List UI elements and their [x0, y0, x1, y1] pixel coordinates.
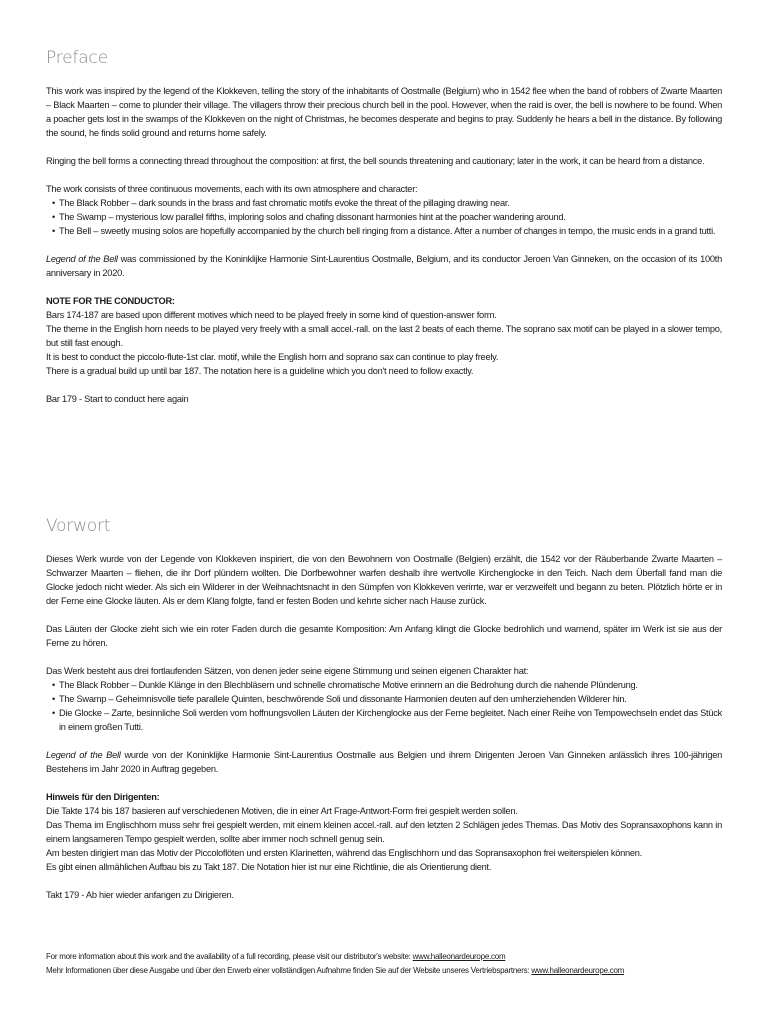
vorwort-paragraph-2: Das Läuten der Glocke zieht sich wie ein roter Faden durch die gesamte Komposition: Am Anfang klingt die Glocke bedrohlich und warnend, später im Werk ist sie aus der Ferne zu hören. [46, 624, 722, 648]
note-line: Die Takte 174 bis 187 basieren auf verschiedenen Motiven, die in einer Art Frage-Antwort-Form frei gespielt werden sollen. [46, 806, 518, 816]
footer-text: For more information about this work and the availability of a full recording, please visit our distributor's website: [46, 952, 413, 961]
note-line: Das Thema im Englischhorn muss sehr frei gespielt werden, mit einem kleinen accel.-rall. auf den letzten 2 Schlägen jedes Themas. Das Motiv des Sopransaxophons kann in einem langsameren Tempo gespielt werden, sollte aber immer noch schnell genug sein. [46, 820, 722, 844]
distributor-link[interactable]: www.halleonardeurope.com [531, 966, 625, 975]
list-item: • Die Glocke – Zarte, besinnliche Soli werden vom hoffnungsvollen Läuten der Kirchenglocke aus der Ferne begleitet. Nach einer Reihe von Tempowechseln endet das Stück in einem großen Tutti. [52, 706, 722, 734]
list-item: • The Swamp – mysterious low parallel fifths, imploring solos and chafing dissonant harmonies hint at the poacher wandering around. [52, 210, 722, 224]
distributor-link[interactable]: www.halleonardeurope.com [412, 952, 506, 961]
preface-note-heading: NOTE FOR THE CONDUCTOR: [46, 296, 175, 306]
commission-text: wurde von der Koninklijke Harmonie Sint-Laurentius Oostmalle aus Belgien und ihrem Dirigenten Jeroen Van Ginneken anlässlich ihres 100-jährigen Bestehens im Jahr 2020 in Auftrag gegeben. [46, 750, 723, 774]
preface-paragraph-2: Ringing the bell forms a connecting thread throughout the composition: at first, the bell sounds threatening and cautionary; later in the work, it can be heard from a distance. [46, 156, 705, 166]
preface-movement-list [46, 196, 722, 238]
note-line: There is a gradual build up until bar 187. The notation here is a guideline which you don't need to follow exactly. [46, 366, 474, 376]
vorwort-title: Vorwort [46, 516, 111, 536]
vorwort-commission [46, 748, 722, 776]
note-line: Am besten dirigiert man das Motiv der Piccoloflöten und ersten Klarinetten, während das Englischhorn und das Sopransaxophon frei weiterspielen können. [46, 848, 642, 858]
work-title: Legend of the Bell [46, 750, 121, 760]
list-item: • The Swamp – Geheimnisvolle tiefe parallele Quinten, beschwörende Soli und dissonante Harmonien deuten auf den umherziehenden Wilderer hin. [52, 692, 722, 706]
vorwort-paragraph-1: Dieses Werk wurde von der Legende von Klokkeven inspiriert, die von den Bewohnern von Oostmalle (Belgien) erzählt, die 1542 vor der Räuberbande Zwarte Maarten – Schwarzer Maarten – fliehen, die ihr Dorf plündern wollten. Die Dorfbewohner warfen deshalb ihre wertvolle Kirchenglocke in den Teich. Nach dem Überfall fand man die Glocke jedoch nicht wieder. Als sich ein Wilderer in der Weihnachtsnacht in den Sümpfen von Klokkeven verirrte, war er verzweifelt und begann zu beten. Plötzlich hörte er in der Ferne eine Glocke läuten. Als er dem Klang folgte, fand er festen Boden und kehrte sicher nach Hause zurück. [46, 554, 722, 606]
preface-paragraph-1: This work was inspired by the legend of the Klokkeven, telling the story of the inhabitants of Oostmalle (Belgium) who in 1542 flee when the band of robbers of Zwarte Maarten – Black Maarten – come to plunder their village. The villagers throw their precious church bell in the pool. However, when the raid is over, the bell is nowhere to be found. When a poacher gets lost in the swamps of the Klokkeven on the night of Christmas, he becomes desperate and begins to pray. Suddenly he hears a bell in the distance. By following the sound, he finds solid ground and returns home safely. [46, 86, 722, 138]
note-line: Bars 174-187 are based upon different motives which need to be played freely in some kind of question-answer form. [46, 310, 497, 320]
vorwort-paragraph-3: Das Werk besteht aus drei fortlaufenden Sätzen, von denen jeder seine eigene Stimmung und seinen eigenen Charakter hat: [46, 666, 529, 676]
commission-text: was commissioned by the Koninklijke Harmonie Sint-Laurentius Oostmalle, Belgium, and its conductor Jeroen Van Ginneken, on the occasion of its 100th anniversary in 2020. [46, 254, 722, 278]
work-title: Legend of the Bell [46, 254, 118, 264]
preface-commission [46, 252, 722, 280]
list-item: • The Black Robber – dark sounds in the brass and fast chromatic motifs evoke the threat of the pillaging drawing near. [52, 196, 722, 210]
note-line: Es gibt einen allmählichen Aufbau bis zu Takt 187. Die Notation hier ist nur eine Richtlinie, die als Orientierung dient. [46, 862, 492, 872]
note-line: The theme in the English horn needs to be played very freely with a small accel.-rall. on the last 2 beats of each theme. The soprano sax motif can be played in a slower tempo, but still fast enough. [46, 324, 722, 348]
footer [46, 950, 722, 978]
footer-line-en [46, 950, 722, 964]
vorwort-bar-note: Takt 179 - Ab hier wieder anfangen zu Dirigieren. [46, 890, 234, 900]
preface-bar-note: Bar 179 - Start to conduct here again [46, 394, 189, 404]
vorwort-note-heading: Hinweis für den Dirigenten: [46, 792, 160, 802]
preface-title: Preface [46, 48, 108, 68]
list-item: • The Black Robber – Dunkle Klänge in den Blechbläsern und schnelle chromatische Motive erinnern an die Bedrohung durch die nahende Plünderung. [52, 678, 722, 692]
footer-line-de [46, 964, 722, 978]
preface-section [46, 48, 722, 406]
list-item: • The Bell – sweetly musing solos are hopefully accompanied by the church bell ringing from a distance. After a number of changes in tempo, the music ends in a grand tutti. [52, 224, 722, 238]
footer-text: Mehr Informationen über diese Ausgabe und über den Erwerb einer vollständigen Aufnahme finden Sie auf der Website unseres Vertriebspartners: [46, 966, 532, 975]
vorwort-section [46, 516, 722, 902]
preface-paragraph-3: The work consists of three continuous movements, each with its own atmosphere and character: [46, 184, 418, 194]
vorwort-movement-list [46, 678, 722, 734]
note-line: It is best to conduct the piccolo-flute-1st clar. motif, while the English horn and soprano sax can continue to play freely. [46, 352, 499, 362]
